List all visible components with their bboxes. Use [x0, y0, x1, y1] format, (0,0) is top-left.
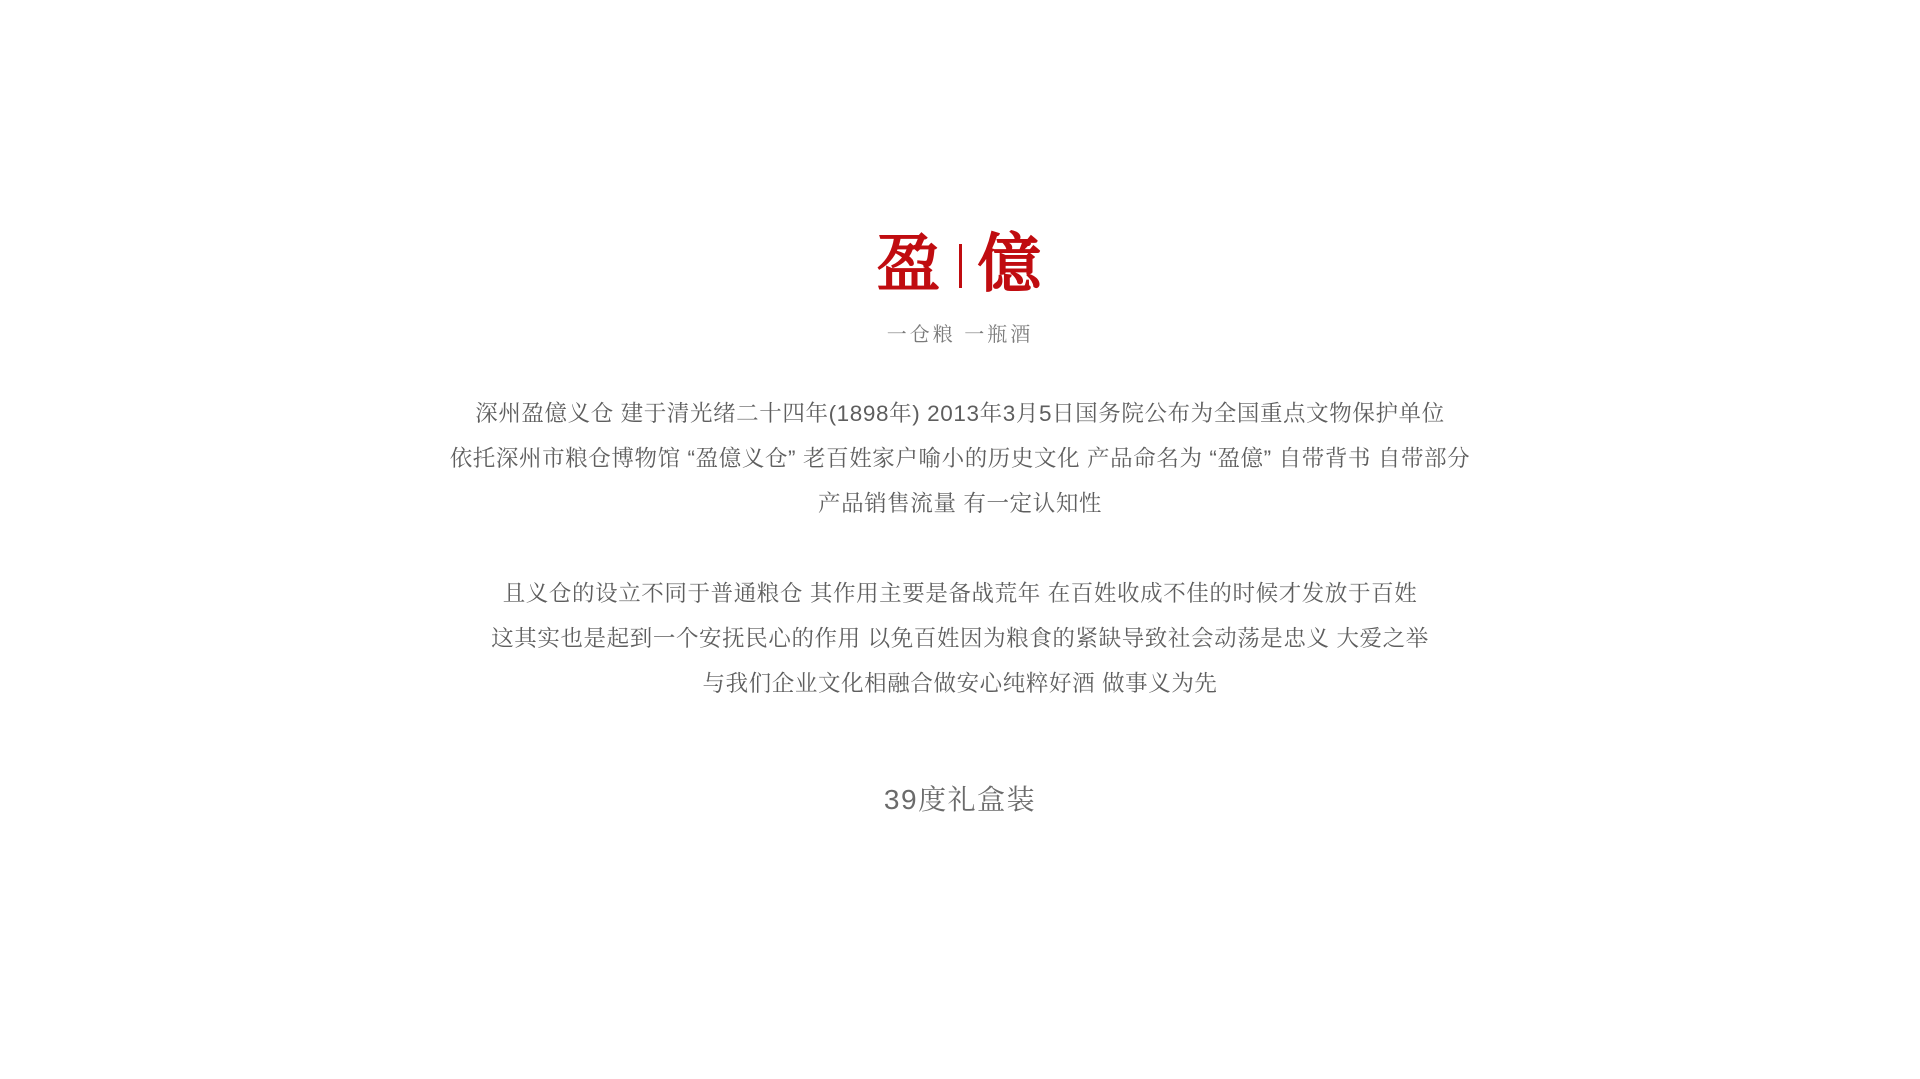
description-paragraph-1: [310, 391, 1610, 526]
description-line: 与我们企业文化相融合做安心纯粹好酒 做事义为先: [702, 671, 1218, 696]
description-paragraph-2: [310, 571, 1610, 706]
brand-tagline: 一仓粮 一瓶酒: [886, 324, 1034, 346]
brand-char-left: 盈: [876, 228, 943, 300]
description-line: 这其实也是起到一个安抚民心的作用 以免百姓因为粮食的紧缺导致社会动荡是忠义 大爱之举: [491, 626, 1429, 651]
brand-separator-bar: [959, 244, 962, 288]
description-line: 依托深州市粮仓博物馆 “盈億义仓” 老百姓家户喻小的历史文化 产品命名为 “盈億” 自带背书 自带部分: [449, 446, 1471, 471]
description-line: 产品销售流量 有一定认知性: [817, 491, 1103, 516]
description-line: 深州盈億义仓 建于清光绪二十四年(1898年) 2013年3月5日国务院公布为全国重点文物保护单位: [475, 401, 1445, 426]
product-spec-label: 39度礼盒装: [883, 784, 1037, 815]
description-line: 且义仓的设立不同于普通粮仓 其作用主要是备战荒年 在百姓收成不佳的时候才发放于百姓: [502, 581, 1418, 606]
brand-char-right: 億: [977, 228, 1044, 300]
brand-logo: [876, 228, 1044, 300]
